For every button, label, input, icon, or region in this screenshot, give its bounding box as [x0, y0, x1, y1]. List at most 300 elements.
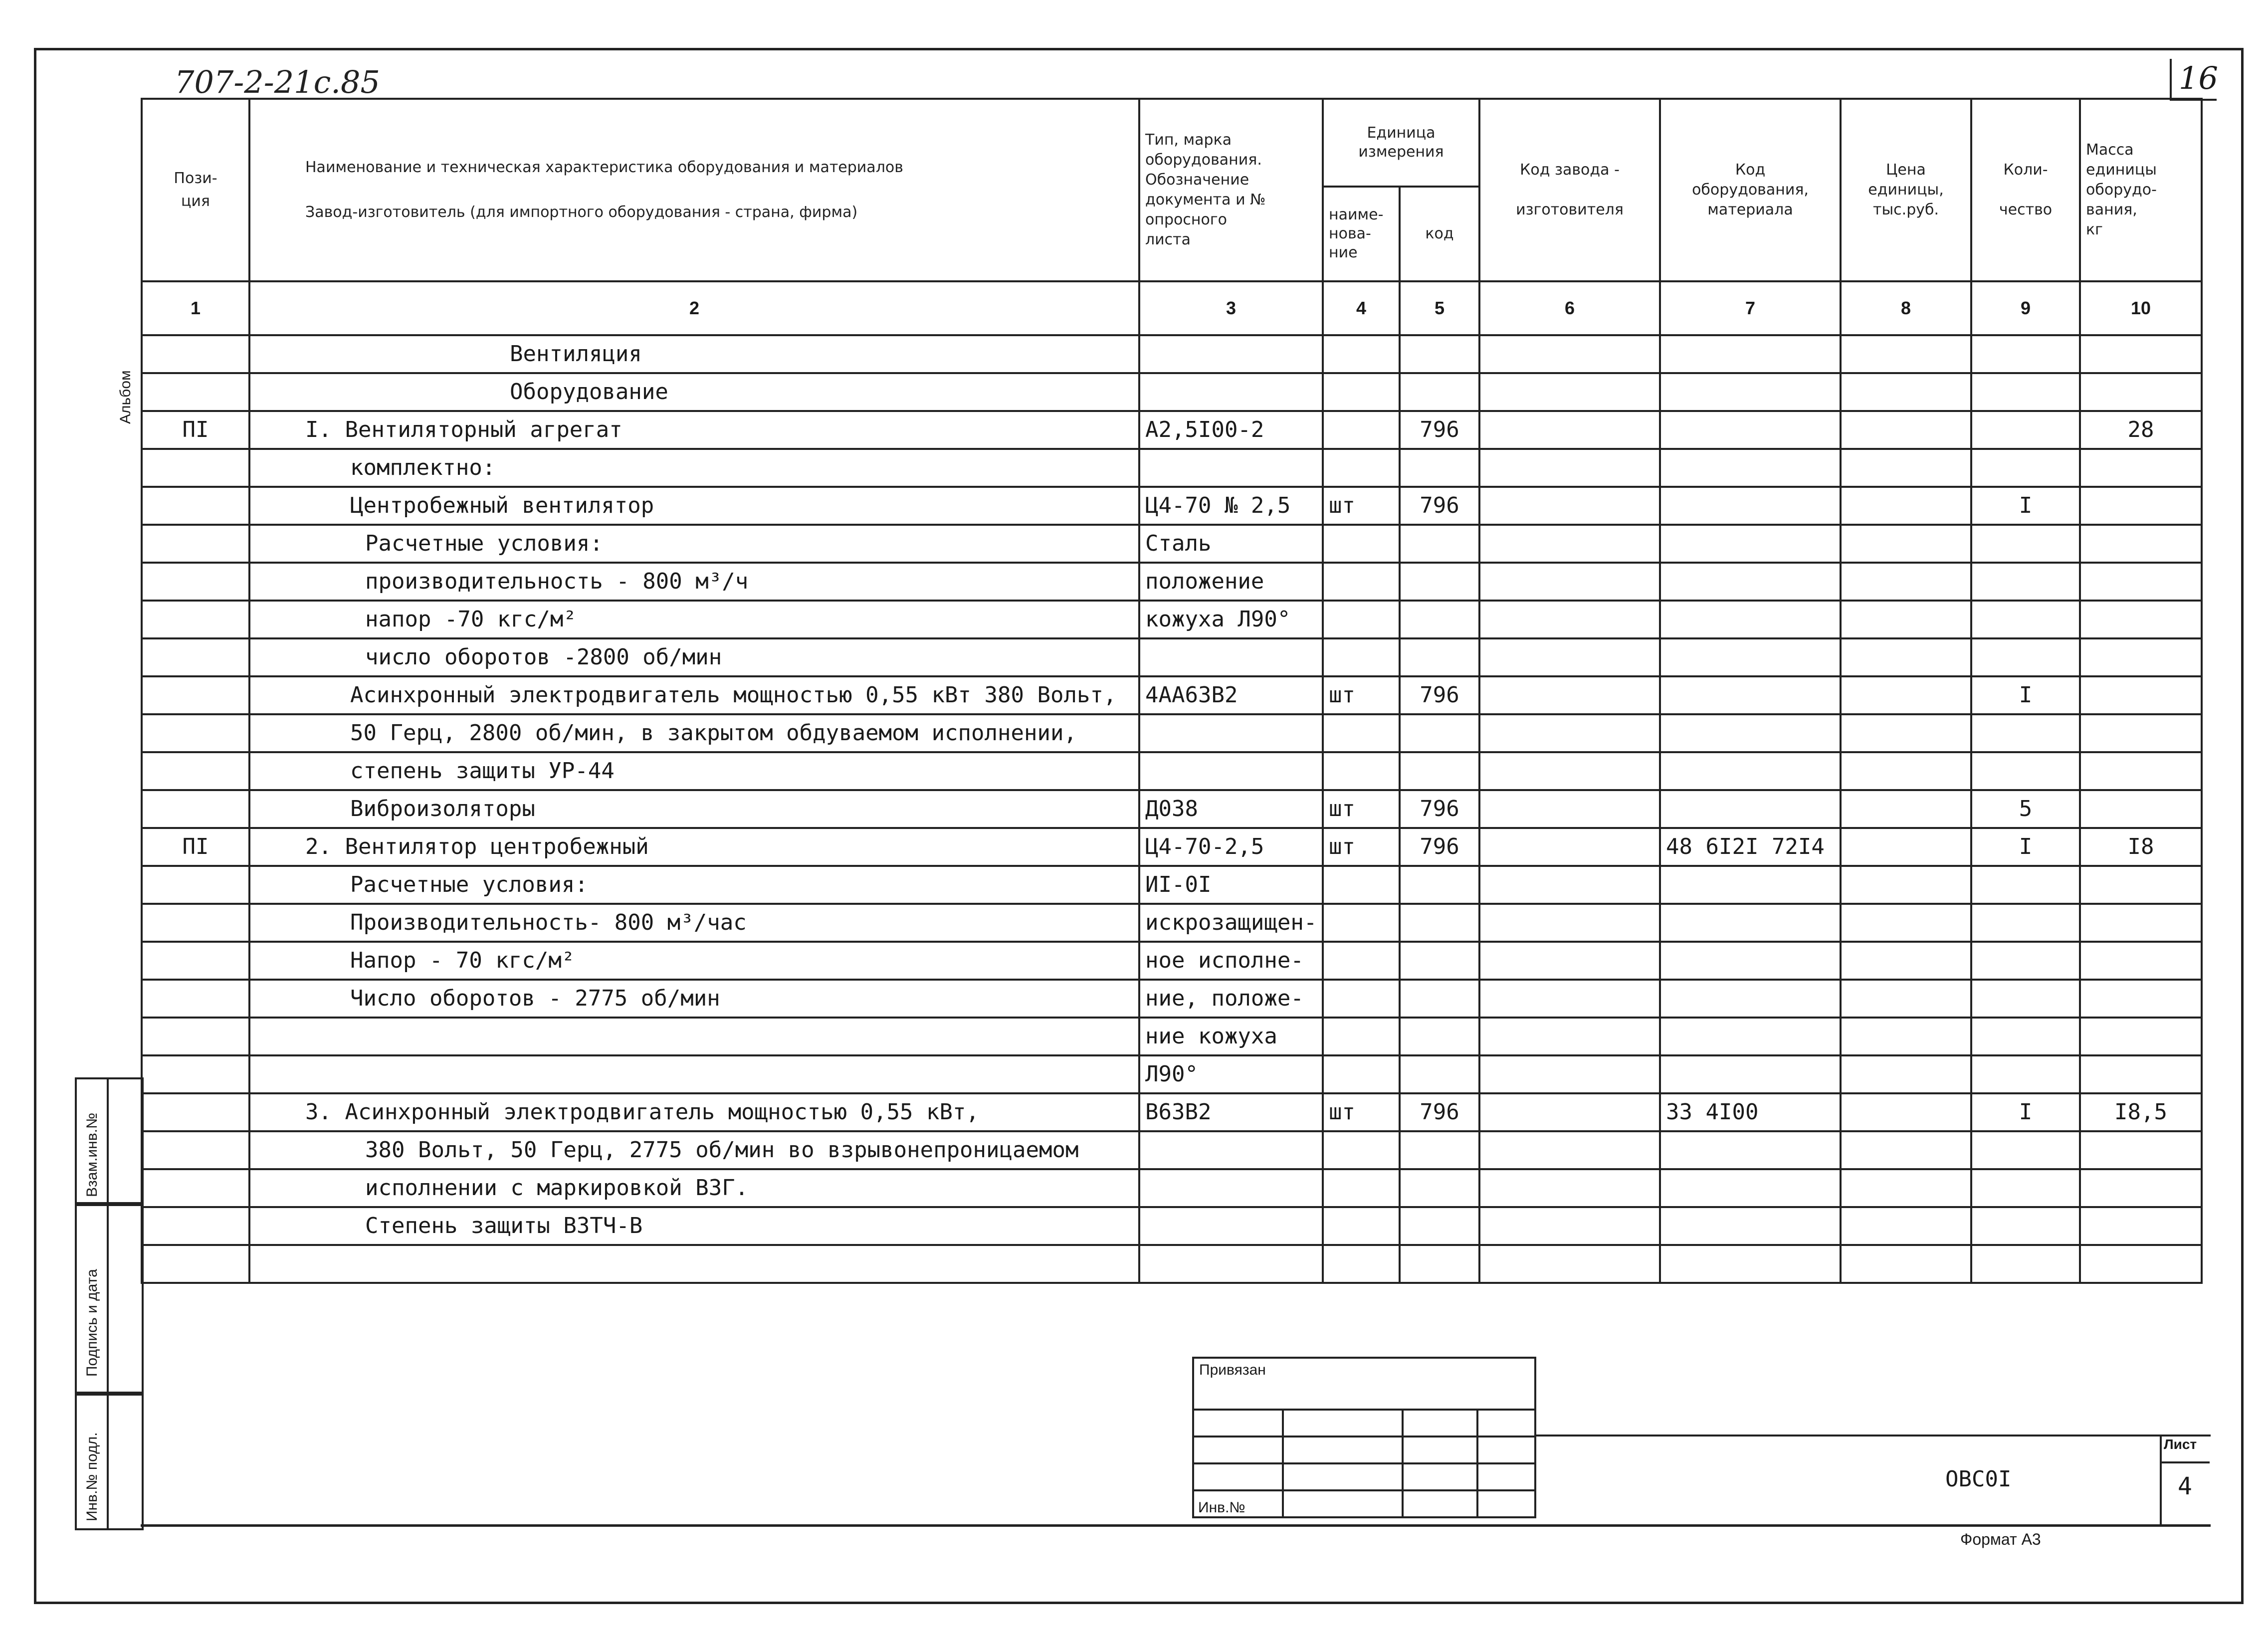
cell-price [1841, 980, 1971, 1018]
table-row [142, 790, 2202, 828]
cell-code [1400, 1245, 1479, 1283]
cell-equip [1660, 411, 1841, 449]
sheet-divider [2160, 1461, 2210, 1463]
cell-type: А2,5I00-2 [1139, 411, 1323, 449]
cell-unit [1323, 1169, 1400, 1207]
cell-type: Ц4-70 № 2,5 [1139, 487, 1323, 525]
cell-type: искрозащищен- [1139, 904, 1323, 942]
cell-type: положение [1139, 563, 1323, 601]
cell-pos [142, 1169, 249, 1207]
cell-code [1400, 866, 1479, 904]
cell-price [1841, 790, 1971, 828]
cell-factory [1479, 904, 1660, 942]
col-number: 10 [2080, 281, 2202, 335]
side-divider [107, 1077, 109, 1528]
cell-equip: 33 4I00 [1660, 1093, 1841, 1131]
doc-id: ОВС0I [1945, 1466, 2012, 1492]
cell-equip [1660, 980, 1841, 1018]
cell-mass [2080, 563, 2202, 601]
cell-factory [1479, 1169, 1660, 1207]
cell-equip [1660, 638, 1841, 676]
cell-type [1139, 714, 1323, 752]
column-numbers-row [142, 281, 2202, 335]
cell-type [1139, 373, 1323, 411]
cell-qty [1971, 411, 2080, 449]
cell-factory [1479, 1093, 1660, 1131]
cell-unit [1323, 980, 1400, 1018]
cell-name: Асинхронный электродвигатель мощностью 0,55 кВт 380 Вольт, [249, 676, 1139, 714]
cell-unit [1323, 866, 1400, 904]
cell-type [1139, 1169, 1323, 1207]
cell-equip [1660, 1245, 1841, 1283]
cell-equip [1660, 1169, 1841, 1207]
cell-name: Виброизоляторы [249, 790, 1139, 828]
cell-mass [2080, 980, 2202, 1018]
cell-type: ние, положе- [1139, 980, 1323, 1018]
cell-factory [1479, 676, 1660, 714]
col-number: 9 [1971, 281, 2080, 335]
cell-name: исполнении с маркировкой В3Г. [249, 1169, 1139, 1207]
cell-price [1841, 866, 1971, 904]
cell-price [1841, 1131, 1971, 1169]
cell-price [1841, 411, 1971, 449]
cell-price [1841, 449, 1971, 487]
cell-qty [1971, 980, 2080, 1018]
table-row [142, 1245, 2202, 1283]
cell-mass: I8,5 [2080, 1093, 2202, 1131]
cell-name: Производительность- 800 м³/час [249, 904, 1139, 942]
header-factory-code: Код завода - изготовителя [1479, 99, 1660, 281]
cell-pos [142, 525, 249, 563]
cell-price [1841, 714, 1971, 752]
cell-unit [1323, 373, 1400, 411]
cell-qty: I [1971, 487, 2080, 525]
table-row [142, 601, 2202, 638]
cell-type: Сталь [1139, 525, 1323, 563]
cell-price [1841, 752, 1971, 790]
cell-qty [1971, 1131, 2080, 1169]
cell-pos [142, 866, 249, 904]
cell-mass [2080, 1169, 2202, 1207]
cell-code [1400, 980, 1479, 1018]
cell-pos [142, 1093, 249, 1131]
cell-factory [1479, 1018, 1660, 1055]
cell-mass [2080, 487, 2202, 525]
cell-type [1139, 449, 1323, 487]
cell-mass [2080, 790, 2202, 828]
cell-mass [2080, 904, 2202, 942]
cell-price [1841, 638, 1971, 676]
cell-unit [1323, 449, 1400, 487]
cell-factory [1479, 1055, 1660, 1093]
side-label-replace: Взам.инв.№ [84, 1112, 100, 1197]
sheet-number: 4 [2178, 1472, 2192, 1500]
cell-mass [2080, 1018, 2202, 1055]
cell-name: Степень защиты В3ТЧ-В [249, 1207, 1139, 1245]
cell-price [1841, 1093, 1971, 1131]
cell-price [1841, 1055, 1971, 1093]
sheet-label: Лист [2164, 1437, 2197, 1452]
cell-code: 796 [1400, 676, 1479, 714]
cell-qty [1971, 373, 2080, 411]
cell-price [1841, 828, 1971, 866]
header-unit-group: Единица измерения [1323, 99, 1479, 187]
col-number: 5 [1400, 281, 1479, 335]
cell-qty [1971, 1207, 2080, 1245]
cell-pos [142, 1055, 249, 1093]
format-label: Формат А3 [1960, 1530, 2041, 1548]
cell-unit [1323, 335, 1400, 373]
cell-qty [1971, 1018, 2080, 1055]
cell-price [1841, 904, 1971, 942]
cell-code [1400, 714, 1479, 752]
cell-factory [1479, 335, 1660, 373]
cell-factory [1479, 449, 1660, 487]
cell-name: Расчетные условия: [249, 525, 1139, 563]
cell-qty [1971, 1055, 2080, 1093]
cell-name: комплектно: [249, 449, 1139, 487]
cell-type [1139, 752, 1323, 790]
cell-code [1400, 373, 1479, 411]
cell-name: число оборотов -2800 об/мин [249, 638, 1139, 676]
cell-name: степень защиты УР-44 [249, 752, 1139, 790]
cell-code: 796 [1400, 828, 1479, 866]
col-number: 2 [249, 281, 1139, 335]
cell-price [1841, 942, 1971, 980]
cell-mass: 28 [2080, 411, 2202, 449]
cell-unit [1323, 904, 1400, 942]
cell-price [1841, 1207, 1971, 1245]
cell-factory [1479, 942, 1660, 980]
cell-unit [1323, 714, 1400, 752]
cell-type: Д038 [1139, 790, 1323, 828]
cell-pos [142, 638, 249, 676]
cell-equip [1660, 525, 1841, 563]
table-row [142, 980, 2202, 1018]
table-row [142, 942, 2202, 980]
cell-type: ние кожуха [1139, 1018, 1323, 1055]
cell-code [1400, 563, 1479, 601]
cell-type: Л90° [1139, 1055, 1323, 1093]
cell-factory [1479, 790, 1660, 828]
col-number: 3 [1139, 281, 1323, 335]
cell-price [1841, 563, 1971, 601]
cell-pos [142, 714, 249, 752]
spec-table [141, 98, 2203, 1284]
cell-name [249, 1018, 1139, 1055]
header-name: Наименование и техническая характеристика оборудования и материалов Завод-изготовитель (для импортного оборудования - страна, фирма) [249, 99, 1139, 281]
cell-qty: I [1971, 828, 2080, 866]
table-row [142, 676, 2202, 714]
cell-name: Центробежный вентилятор [249, 487, 1139, 525]
cell-name: Напор - 70 кгс/м² [249, 942, 1139, 980]
cell-name: 380 Вольт, 50 Герц, 2775 об/мин во взрывонепроницаемом [249, 1131, 1139, 1169]
cell-unit [1323, 1245, 1400, 1283]
cell-name: Вентиляция [249, 335, 1139, 373]
cell-name: напор -70 кгс/м² [249, 601, 1139, 638]
cell-mass [2080, 335, 2202, 373]
cell-mass: I8 [2080, 828, 2202, 866]
cell-pos [142, 904, 249, 942]
cell-price [1841, 601, 1971, 638]
cell-pos: ПI [142, 411, 249, 449]
table-row [142, 1055, 2202, 1093]
cell-equip [1660, 676, 1841, 714]
cell-code [1400, 1169, 1479, 1207]
cell-qty [1971, 942, 2080, 980]
cell-unit: шт [1323, 676, 1400, 714]
cell-name: 50 Герц, 2800 об/мин, в закрытом обдуваемом исполнении, [249, 714, 1139, 752]
stamp-table [1192, 1357, 1536, 1518]
cell-equip [1660, 1207, 1841, 1245]
cell-code [1400, 601, 1479, 638]
col-number: 1 [142, 281, 249, 335]
cell-price [1841, 525, 1971, 563]
cell-code [1400, 638, 1479, 676]
cell-pos [142, 1018, 249, 1055]
cell-mass [2080, 676, 2202, 714]
cell-mass [2080, 1055, 2202, 1093]
stamp-inv: Инв.№ [1193, 1490, 1283, 1517]
cell-unit [1323, 1055, 1400, 1093]
cell-unit: шт [1323, 487, 1400, 525]
page-mark: 16 [2179, 60, 2218, 96]
cell-equip [1660, 373, 1841, 411]
cell-type [1139, 335, 1323, 373]
cell-code [1400, 1131, 1479, 1169]
cell-qty [1971, 449, 2080, 487]
cell-code: 796 [1400, 790, 1479, 828]
cell-equip [1660, 752, 1841, 790]
cell-qty [1971, 904, 2080, 942]
cell-pos [142, 752, 249, 790]
cell-qty [1971, 335, 2080, 373]
cell-factory [1479, 714, 1660, 752]
cell-name: Расчетные условия: [249, 866, 1139, 904]
header-unit-name: наиме- нова- ние [1323, 187, 1400, 281]
cell-factory [1479, 487, 1660, 525]
album-label: Альбом [117, 370, 134, 424]
cell-unit: шт [1323, 1093, 1400, 1131]
table-row [142, 487, 2202, 525]
cell-mass [2080, 752, 2202, 790]
cell-equip [1660, 866, 1841, 904]
cell-pos [142, 1131, 249, 1169]
cell-qty [1971, 1245, 2080, 1283]
cell-code [1400, 942, 1479, 980]
cell-factory [1479, 525, 1660, 563]
cell-price [1841, 1018, 1971, 1055]
cell-equip [1660, 563, 1841, 601]
cell-pos [142, 676, 249, 714]
table-row [142, 373, 2202, 411]
table-row [142, 1207, 2202, 1245]
cell-name: Число оборотов - 2775 об/мин [249, 980, 1139, 1018]
table-row [142, 449, 2202, 487]
cell-factory [1479, 828, 1660, 866]
cell-mass [2080, 1207, 2202, 1245]
cell-name [249, 1245, 1139, 1283]
cell-mass [2080, 449, 2202, 487]
cell-mass [2080, 525, 2202, 563]
cell-qty [1971, 752, 2080, 790]
col-number: 6 [1479, 281, 1660, 335]
cell-equip: 48 6I2I 72I4 [1660, 828, 1841, 866]
cell-qty [1971, 525, 2080, 563]
cell-code [1400, 449, 1479, 487]
cell-equip [1660, 1131, 1841, 1169]
cell-factory [1479, 601, 1660, 638]
cell-qty [1971, 1169, 2080, 1207]
cell-code [1400, 1207, 1479, 1245]
cell-code [1400, 525, 1479, 563]
header-mass: Масса единицы оборудо- вания, кг [2080, 99, 2202, 281]
cell-pos [142, 942, 249, 980]
col-number: 4 [1323, 281, 1400, 335]
table-row [142, 828, 2202, 866]
cell-name: I. Вентиляторный агрегат [249, 411, 1139, 449]
cell-mass [2080, 1245, 2202, 1283]
cell-pos [142, 980, 249, 1018]
cell-qty [1971, 714, 2080, 752]
cell-equip [1660, 335, 1841, 373]
stamp-bound: Привязан [1193, 1358, 1535, 1410]
cell-type: ИI-0I [1139, 866, 1323, 904]
cell-mass [2080, 866, 2202, 904]
cell-type [1139, 1131, 1323, 1169]
cell-type: кожуха Л90° [1139, 601, 1323, 638]
header-price: Цена единицы, тыс.руб. [1841, 99, 1971, 281]
cell-pos [142, 487, 249, 525]
cell-factory [1479, 866, 1660, 904]
table-row [142, 525, 2202, 563]
cell-code: 796 [1400, 411, 1479, 449]
cell-pos [142, 563, 249, 601]
cell-qty [1971, 601, 2080, 638]
table-row [142, 1018, 2202, 1055]
cell-equip [1660, 601, 1841, 638]
header-equipment-code: Код оборудования, материала [1660, 99, 1841, 281]
header-position: Пози- ция [142, 99, 249, 281]
cell-equip [1660, 790, 1841, 828]
table-row [142, 904, 2202, 942]
table-row [142, 866, 2202, 904]
cell-factory [1479, 1245, 1660, 1283]
cell-unit [1323, 752, 1400, 790]
cell-code [1400, 335, 1479, 373]
cell-name: Оборудование [249, 373, 1139, 411]
cell-unit [1323, 1018, 1400, 1055]
cell-name [249, 1055, 1139, 1093]
cell-code: 796 [1400, 1093, 1479, 1131]
cell-mass [2080, 638, 2202, 676]
table-row [142, 638, 2202, 676]
cell-name: производительность - 800 м³/ч [249, 563, 1139, 601]
cell-unit [1323, 525, 1400, 563]
col-number: 7 [1660, 281, 1841, 335]
cell-unit: шт [1323, 828, 1400, 866]
cell-qty: 5 [1971, 790, 2080, 828]
cell-factory [1479, 752, 1660, 790]
cell-pos [142, 335, 249, 373]
cell-pos [142, 601, 249, 638]
cell-type: ное исполне- [1139, 942, 1323, 980]
cell-factory [1479, 1207, 1660, 1245]
cell-price [1841, 373, 1971, 411]
cell-unit: шт [1323, 790, 1400, 828]
cell-mass [2080, 942, 2202, 980]
cell-price [1841, 1169, 1971, 1207]
cell-factory [1479, 373, 1660, 411]
cell-code: 796 [1400, 487, 1479, 525]
doc-code: 707-2-21c.85 [175, 64, 380, 100]
cell-mass [2080, 601, 2202, 638]
cell-code [1400, 1055, 1479, 1093]
cell-mass [2080, 373, 2202, 411]
cell-equip [1660, 1018, 1841, 1055]
cell-name: 2. Вентилятор центробежный [249, 828, 1139, 866]
cell-code [1400, 1018, 1479, 1055]
header-type: Тип, марка оборудования. Обозначение документа и № опросного листа [1139, 99, 1323, 281]
title-block [1534, 1435, 2211, 1528]
header-unit-code: код [1400, 187, 1479, 281]
cell-pos [142, 1207, 249, 1245]
cell-factory [1479, 563, 1660, 601]
table-row [142, 1131, 2202, 1169]
cell-equip [1660, 1055, 1841, 1093]
cell-mass [2080, 1131, 2202, 1169]
cell-code [1400, 904, 1479, 942]
cell-unit [1323, 1131, 1400, 1169]
cell-equip [1660, 487, 1841, 525]
side-label-sign-date: Подпись и дата [84, 1269, 100, 1377]
cell-factory [1479, 1131, 1660, 1169]
cell-code [1400, 752, 1479, 790]
cell-pos [142, 1245, 249, 1283]
cell-qty: I [1971, 676, 2080, 714]
table-row [142, 1093, 2202, 1131]
cell-unit [1323, 411, 1400, 449]
cell-factory [1479, 638, 1660, 676]
cell-pos [142, 373, 249, 411]
cell-type: В63В2 [1139, 1093, 1323, 1131]
cell-unit [1323, 601, 1400, 638]
table-row [142, 335, 2202, 373]
cell-type [1139, 1207, 1323, 1245]
col-number: 8 [1841, 281, 1971, 335]
table-row [142, 714, 2202, 752]
table-row [142, 411, 2202, 449]
cell-factory [1479, 980, 1660, 1018]
cell-type: Ц4-70-2,5 [1139, 828, 1323, 866]
cell-unit [1323, 563, 1400, 601]
cell-price [1841, 487, 1971, 525]
cell-unit [1323, 1207, 1400, 1245]
cell-factory [1479, 411, 1660, 449]
cell-pos [142, 449, 249, 487]
header-quantity: Коли- чество [1971, 99, 2080, 281]
cell-type [1139, 638, 1323, 676]
cell-qty [1971, 638, 2080, 676]
cell-pos [142, 790, 249, 828]
cell-qty [1971, 563, 2080, 601]
cell-unit [1323, 638, 1400, 676]
cell-name: 3. Асинхронный электродвигатель мощностью 0,55 кВт, [249, 1093, 1139, 1131]
cell-equip [1660, 904, 1841, 942]
cell-price [1841, 335, 1971, 373]
cell-pos: ПI [142, 828, 249, 866]
cell-type [1139, 1245, 1323, 1283]
